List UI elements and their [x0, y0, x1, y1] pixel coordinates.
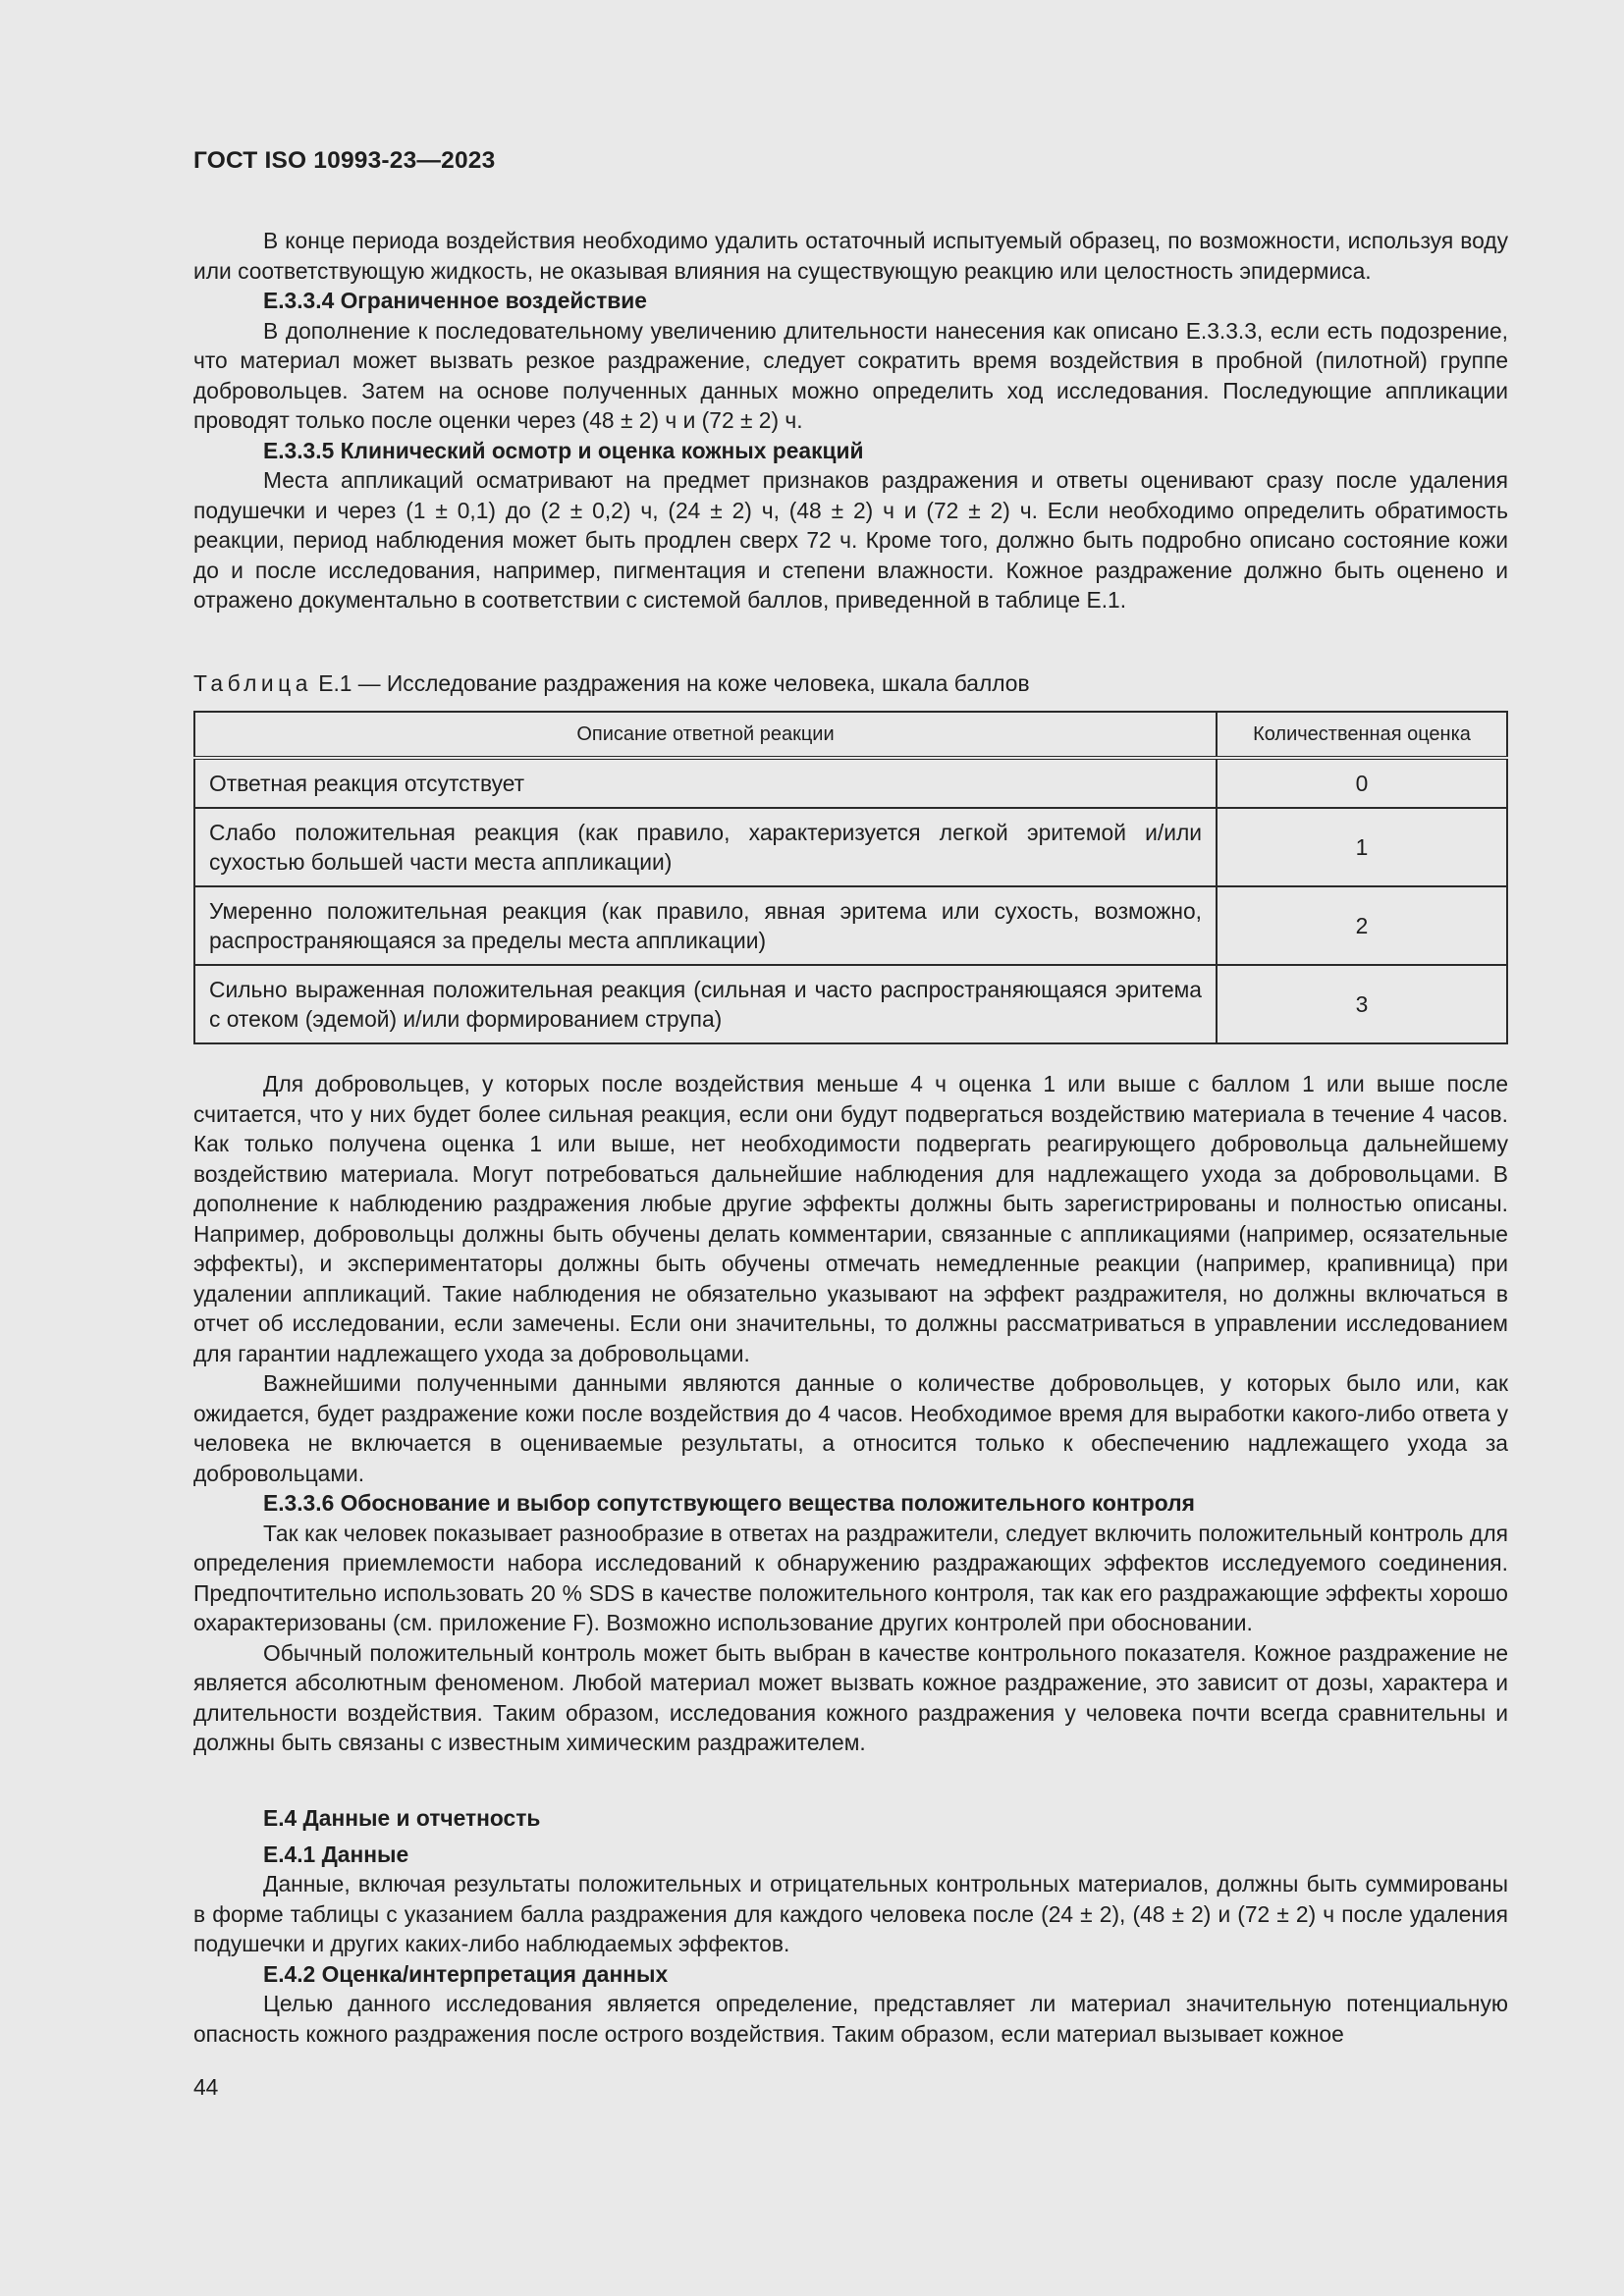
paragraph-exposure-end: В конце периода воздействия необходимо удалить остаточный испытуемый образец, по возможности, используя воду или соответствующую жидкость, не оказывая влияния на существующую реакцию или целостность эпидермиса. — [193, 228, 1508, 284]
heading-e-4: E.4 Данные и отчетность — [263, 1805, 541, 1831]
table-caption-title: E.1 — Исследование раздражения на коже человека, шкала баллов — [318, 670, 1030, 696]
table-header-row — [194, 712, 1507, 758]
table-caption — [193, 670, 1030, 697]
paragraph-e-3-3-6-a: Так как человек показывает разнообразие в ответах на раздражители, следует включить положительный контроль для определения приемлемости набора исследований к обнаружению раздражающих эффектов исследуемого соединения. Предпочтительно использовать 20 % SDS в качестве положительного контроля, так как его раздражающие эффекты хорошо охарактеризованы (см. приложение F). Возможно использование других контролей при обосновании. — [193, 1520, 1508, 1635]
column-header-description: Описание ответной реакции — [194, 712, 1217, 758]
paragraph-e-4-1: Данные, включая результаты положительных и отрицательных контрольных материалов, должны быть суммированы в форме таблицы с указанием балла раздражения для каждого человека после (24 ± 2), (48 ± 2) и (72 ± 2) ч после удаления подушечки и других каких-либо наблюдаемых эффектов. — [193, 1871, 1508, 1956]
table-cell-score: 0 — [1217, 758, 1507, 808]
section-volunteers — [193, 1069, 1508, 1758]
heading-e-3-3-6: E.3.3.6 Обоснование и выбор сопутствующего вещества положительного контроля — [263, 1490, 1195, 1516]
table-cell-description: Ответная реакция отсутствует — [194, 758, 1217, 808]
column-header-score: Количественная оценка — [1217, 712, 1507, 758]
heading-e-3-3-5: E.3.3.5 Клинический осмотр и оценка кожных реакций — [263, 437, 864, 463]
paragraph-e-3-3-5: Места аппликаций осматривают на предмет признаков раздражения и ответы оценивают сразу после удаления подушечки и через (1 ± 0,1) до (2 ± 0,2) ч, (24 ± 2) ч, (48 ± 2) ч и (72 ± 2) ч. Если необходимо определить обратимость реакции, период наблюдения может быть продлен сверх 72 ч. Кроме того, должно быть подробно описано состояние кожи до и после исследования, например, пигментация и степени влажности. Кожное раздражение должно быть оценено и отражено документально в соответствии с системой баллов, приведенной в таблице E.1. — [193, 467, 1508, 613]
table-cell-description: Сильно выраженная положительная реакция (сильная и часто распространяющаяся эритема с отеком (эдемой) и/или формированием струпа) — [194, 965, 1217, 1043]
table-caption-word: Таблица — [193, 670, 312, 696]
table-cell-score: 2 — [1217, 886, 1507, 965]
heading-e-3-3-4: E.3.3.4 Ограниченное воздействие — [263, 288, 647, 313]
table-cell-score: 3 — [1217, 965, 1507, 1043]
table-cell-description: Слабо положительная реакция (как правило, характеризуется легкой эритемой и/или сухостью большей части места аппликации) — [194, 808, 1217, 886]
table-cell-score: 1 — [1217, 808, 1507, 886]
section-e-3-3 — [193, 226, 1508, 615]
table-row — [194, 886, 1507, 965]
table-row — [194, 808, 1507, 886]
table-cell-description: Умеренно положительная реакция (как правило, явная эритема или сухость, возможно, распространяющаяся за пределы места аппликации) — [194, 886, 1217, 965]
paragraph-e-3-3-6-b: Обычный положительный контроль может быть выбран в качестве контрольного показателя. Кожное раздражение не является абсолютным феноменом. Любой материал может вызвать кожное раздражение, это зависит от дозы, характера и длительности воздействия. Таким образом, исследования кожного раздражения у человека почти всегда сравнительны и должны быть связаны с известным химическим раздражителем. — [193, 1639, 1508, 1755]
irritation-score-table — [193, 711, 1508, 1044]
document-header: ГОСТ ISO 10993-23—2023 — [193, 147, 496, 174]
page-number: 44 — [193, 2074, 219, 2100]
paragraph-key-data: Важнейшими полученными данными являются данные о количестве добровольцев, у которых было или, как ожидается, будет раздражение кожи после воздействия до 4 часов. Необходимое время для выработки какого-либо ответа у человека не включается в оцениваемые результаты, а относится только к обеспечению надлежащего ухода за добровольцами. — [193, 1370, 1508, 1486]
heading-e-4-2: E.4.2 Оценка/интерпретация данных — [263, 1960, 669, 1987]
paragraph-volunteers: Для добровольцев, у которых после воздействия меньше 4 ч оценка 1 или выше с баллом 1 или выше после считается, что у них будет более сильная реакция, если они будут подвергаться воздействию материала в течение 4 часов. Как только получена оценка 1 или выше, нет необходимости подвергать реагирующего добровольца дальнейшему воздействию материала. Могут потребоваться дальнейшие наблюдения для надлежащего ухода за добровольцами. В дополнение к наблюдению раздражения любые другие эффекты должны быть зарегистрированы и полностью описаны. Например, добровольцы должны быть обучены делать комментарии, связанные с аппликациями (например, осязательные эффекты), и экспериментаторы должны быть обучены отмечать немедленные реакции (например, крапивница) при удалении аппликаций. Такие наблюдения не обязательно указывают на эффект раздражителя, но должны включаться в отчет об исследовании, если замечены. Если они значительны, то должны рассматриваться в управлении исследованием для гарантии надлежащего ухода за добровольцами. — [193, 1071, 1508, 1366]
paragraph-e-4-2: Целью данного исследования является определение, представляет ли материал значительную потенциальную опасность кожного раздражения после острого воздействия. Таким образом, если материал вызывает кожное — [193, 1991, 1508, 2047]
table-row — [194, 965, 1507, 1043]
section-e-4 — [193, 1803, 1508, 2049]
table-row — [194, 758, 1507, 808]
heading-e-4-1: E.4.1 Данные — [263, 1841, 409, 1867]
paragraph-e-3-3-4: В дополнение к последовательному увеличению длительности нанесения как описано E.3.3.3, если есть подозрение, что материал может вызвать резкое раздражение, следует сократить время воздействия в пробной (пилотной) группе добровольцев. Затем на основе полученных данных можно определить ход исследования. Последующие аппликации проводят только после оценки через (48 ± 2) ч и (72 ± 2) ч. — [193, 317, 1508, 433]
